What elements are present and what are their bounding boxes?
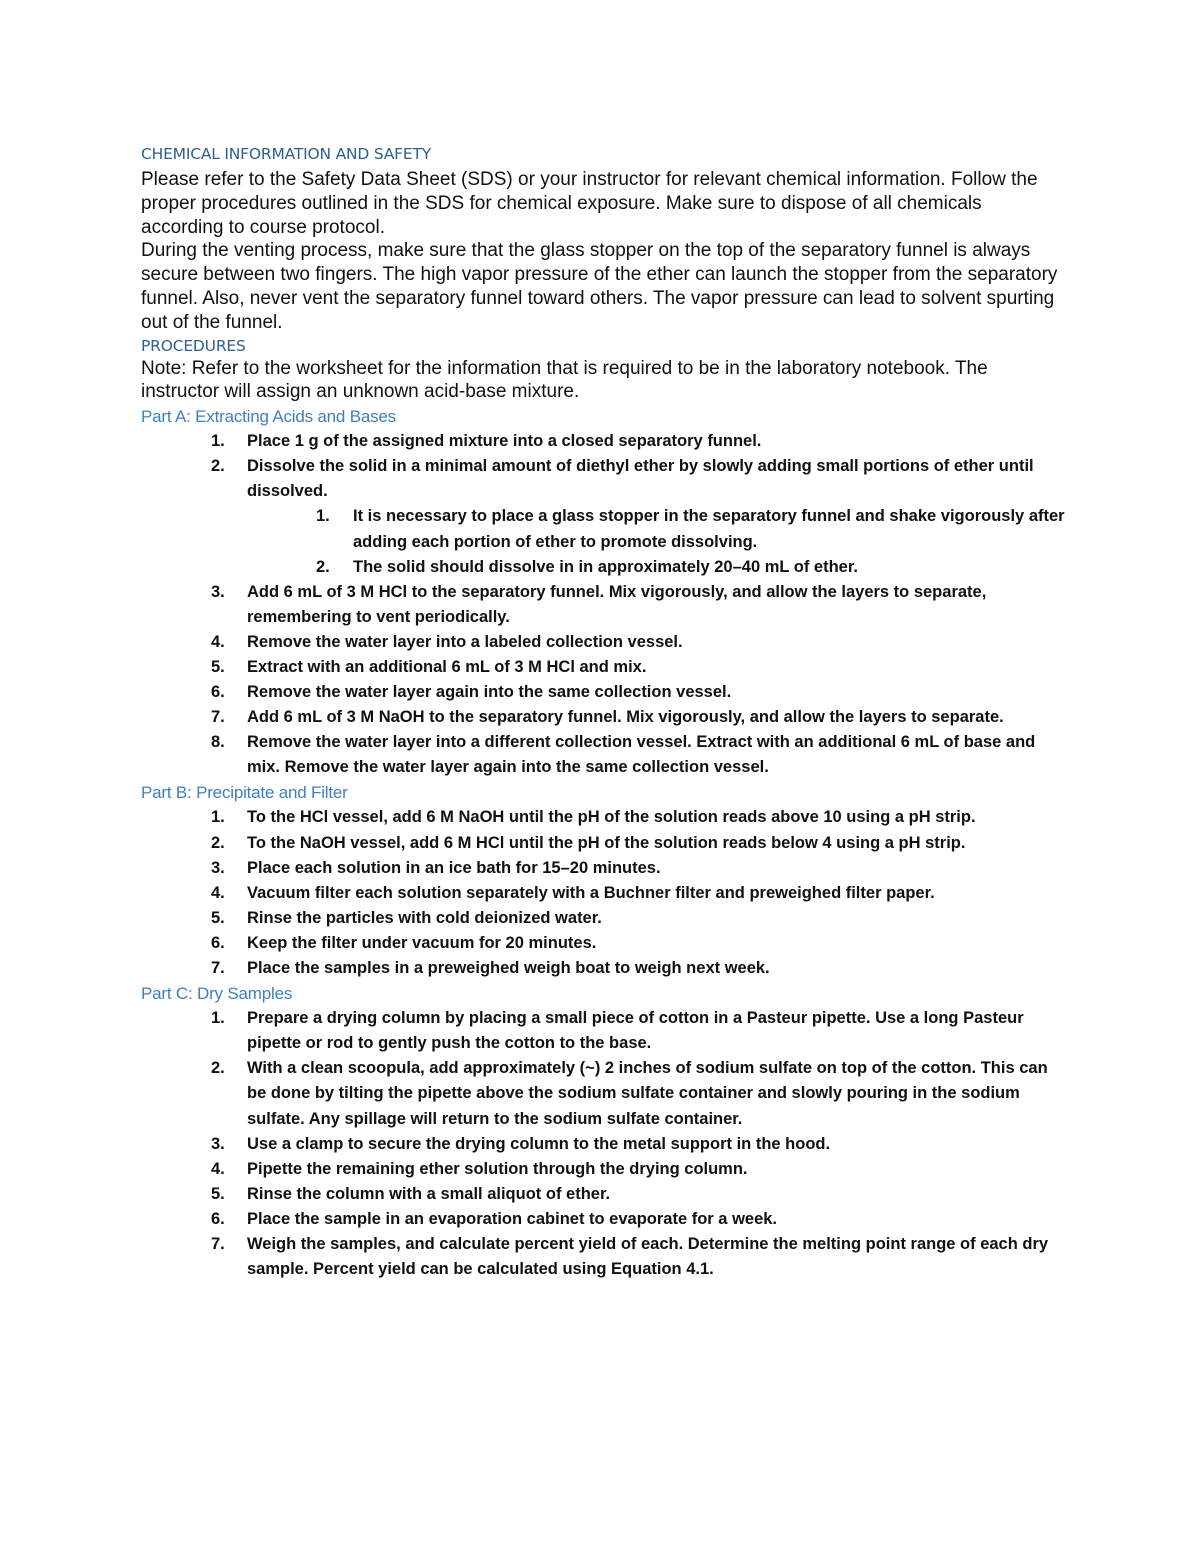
step-text: Rinse the particles with cold deionized water. bbox=[247, 908, 602, 927]
list-item bbox=[141, 705, 1066, 730]
list-item bbox=[141, 1157, 1066, 1182]
step-number: 3. bbox=[211, 858, 225, 877]
list-item bbox=[141, 454, 1066, 504]
substep-text: It is necessary to place a glass stopper in the separatory funnel and shake vigorously after adding each portion of ether to promote dissolving. bbox=[353, 507, 1065, 551]
step-number: 4. bbox=[211, 1159, 225, 1178]
step-number: 6. bbox=[211, 683, 225, 702]
step-number: 2. bbox=[211, 457, 225, 476]
step-text: Keep the filter under vacuum for 20 minutes. bbox=[247, 933, 597, 952]
step-number: 3. bbox=[211, 582, 225, 601]
step-text: Extract with an additional 6 mL of 3 M HCl and mix. bbox=[247, 658, 647, 677]
list-item bbox=[141, 831, 1066, 856]
step-number: 2. bbox=[211, 833, 225, 852]
step-number: 1. bbox=[211, 1009, 225, 1028]
step-number: 4. bbox=[211, 883, 225, 902]
part-c-list bbox=[141, 1006, 1066, 1282]
list-item bbox=[141, 956, 1066, 981]
list-item bbox=[141, 1232, 1066, 1282]
step-text: Dissolve the solid in a minimal amount of diethyl ether by slowly adding small portions of ether until dissolved. bbox=[247, 457, 1034, 501]
list-item bbox=[141, 906, 1066, 931]
list-item bbox=[141, 680, 1066, 705]
substep-number: 2. bbox=[316, 557, 330, 576]
safety-paragraph-venting: During the venting process, make sure that the glass stopper on the top of the separatory funnel is always secure between two fingers. The high vapor pressure of the ether can launch the stopper from the separatory funnel. Also, never vent the separatory funnel toward others. The vapor pressure can lead to solvent spurting out of the funnel. bbox=[141, 240, 1058, 333]
part-b-heading: Part B: Precipitate and Filter bbox=[141, 783, 348, 803]
list-item bbox=[141, 580, 1066, 630]
step-number: 7. bbox=[211, 1234, 225, 1253]
list-item bbox=[141, 655, 1066, 680]
step-text: Place 1 g of the assigned mixture into a closed separatory funnel. bbox=[247, 432, 762, 451]
step-number: 2. bbox=[211, 1059, 225, 1078]
list-item bbox=[141, 805, 1066, 830]
step-text: Add 6 mL of 3 M HCl to the separatory funnel. Mix vigorously, and allow the layers to separate, remembering to vent periodically. bbox=[247, 582, 987, 626]
step-number: 1. bbox=[211, 808, 225, 827]
list-item bbox=[141, 1182, 1066, 1207]
step-number: 4. bbox=[211, 632, 225, 651]
step-text: Remove the water layer into a different collection vessel. Extract with an additional 6 mL of base and mix. Remove the water layer again into the same collection vessel. bbox=[247, 733, 1036, 777]
safety-paragraph-sds: Please refer to the Safety Data Sheet (SDS) or your instructor for relevant chemical information. Follow the proper procedures outlined in the SDS for chemical exposure. Make sure to dispose of all chemicals according to course protocol. bbox=[141, 169, 1038, 238]
step-text: Place the sample in an evaporation cabinet to evaporate for a week. bbox=[247, 1209, 778, 1228]
step-text: Pipette the remaining ether solution through the drying column. bbox=[247, 1159, 748, 1178]
step-number: 3. bbox=[211, 1134, 225, 1153]
list-item bbox=[141, 730, 1066, 780]
part-c-heading: Part C: Dry Samples bbox=[141, 984, 293, 1004]
sub-list-item bbox=[141, 504, 1066, 554]
step-text: Weigh the samples, and calculate percent yield of each. Determine the melting point range of each dry sample. Percent yield can be calculated using Equation 4.1. bbox=[247, 1234, 1049, 1279]
procedures-note: Note: Refer to the worksheet for the information that is required to be in the laboratory notebook. The instructor will assign an unknown acid-base mixture. bbox=[141, 357, 988, 403]
step-number: 6. bbox=[211, 1209, 225, 1228]
step-text: Remove the water layer again into the same collection vessel. bbox=[247, 683, 732, 702]
step-text: Place the samples in a preweighed weigh boat to weigh next week. bbox=[247, 959, 770, 978]
step-text: Prepare a drying column by placing a small piece of cotton in a Pasteur pipette. Use a long Pasteur pipette or rod to gently push the cotton to the base. bbox=[247, 1009, 1024, 1053]
part-a-list bbox=[141, 429, 1066, 780]
part-b-list bbox=[141, 805, 1066, 981]
step-text: Use a clamp to secure the drying column to the metal support in the hood. bbox=[247, 1134, 831, 1153]
substep-text: The solid should dissolve in in approximately 20–40 mL of ether. bbox=[353, 557, 858, 576]
step-text: To the HCl vessel, add 6 M NaOH until the pH of the solution reads above 10 using a pH strip. bbox=[247, 808, 976, 827]
step-text: Place each solution in an ice bath for 15–20 minutes. bbox=[247, 858, 661, 877]
step-text: With a clean scoopula, add approximately (~) 2 inches of sodium sulfate on top of the cotton. This can be done by tilting the pipette above the sodium sulfate container and slowly pouring in the sodium sulfate. Any spillage will return to the sodium sulfate container. bbox=[247, 1059, 1048, 1128]
list-item bbox=[141, 1132, 1066, 1157]
step-text: Add 6 mL of 3 M NaOH to the separatory funnel. Mix vigorously, and allow the layers to separate. bbox=[247, 708, 1004, 727]
list-item bbox=[141, 1207, 1066, 1232]
step-text: Remove the water layer into a labeled collection vessel. bbox=[247, 632, 683, 651]
step-number: 7. bbox=[211, 959, 225, 978]
step-text: To the NaOH vessel, add 6 M HCl until the pH of the solution reads below 4 using a pH strip. bbox=[247, 833, 966, 852]
step-number: 1. bbox=[211, 432, 225, 451]
safety-heading: CHEMICAL INFORMATION AND SAFETY bbox=[141, 145, 432, 163]
list-item bbox=[141, 1056, 1066, 1131]
step-text: Vacuum filter each solution separately with a Buchner filter and preweighed filter paper. bbox=[247, 883, 935, 902]
list-item bbox=[141, 429, 1066, 454]
list-item bbox=[141, 1006, 1066, 1056]
step-number: 5. bbox=[211, 1184, 225, 1203]
part-a-heading: Part A: Extracting Acids and Bases bbox=[141, 407, 396, 427]
list-item bbox=[141, 931, 1066, 956]
step-number: 7. bbox=[211, 708, 225, 727]
document-page bbox=[141, 143, 1066, 1282]
list-item bbox=[141, 630, 1066, 655]
step-text: Rinse the column with a small aliquot of ether. bbox=[247, 1184, 611, 1203]
procedures-heading: PROCEDURES bbox=[141, 336, 246, 355]
list-item bbox=[141, 856, 1066, 881]
step-number: 6. bbox=[211, 933, 225, 952]
step-number: 5. bbox=[211, 908, 225, 927]
sub-list-item bbox=[141, 555, 1066, 580]
step-number: 8. bbox=[211, 733, 225, 752]
step-number: 5. bbox=[211, 658, 225, 677]
substep-number: 1. bbox=[316, 507, 330, 526]
list-item bbox=[141, 881, 1066, 906]
